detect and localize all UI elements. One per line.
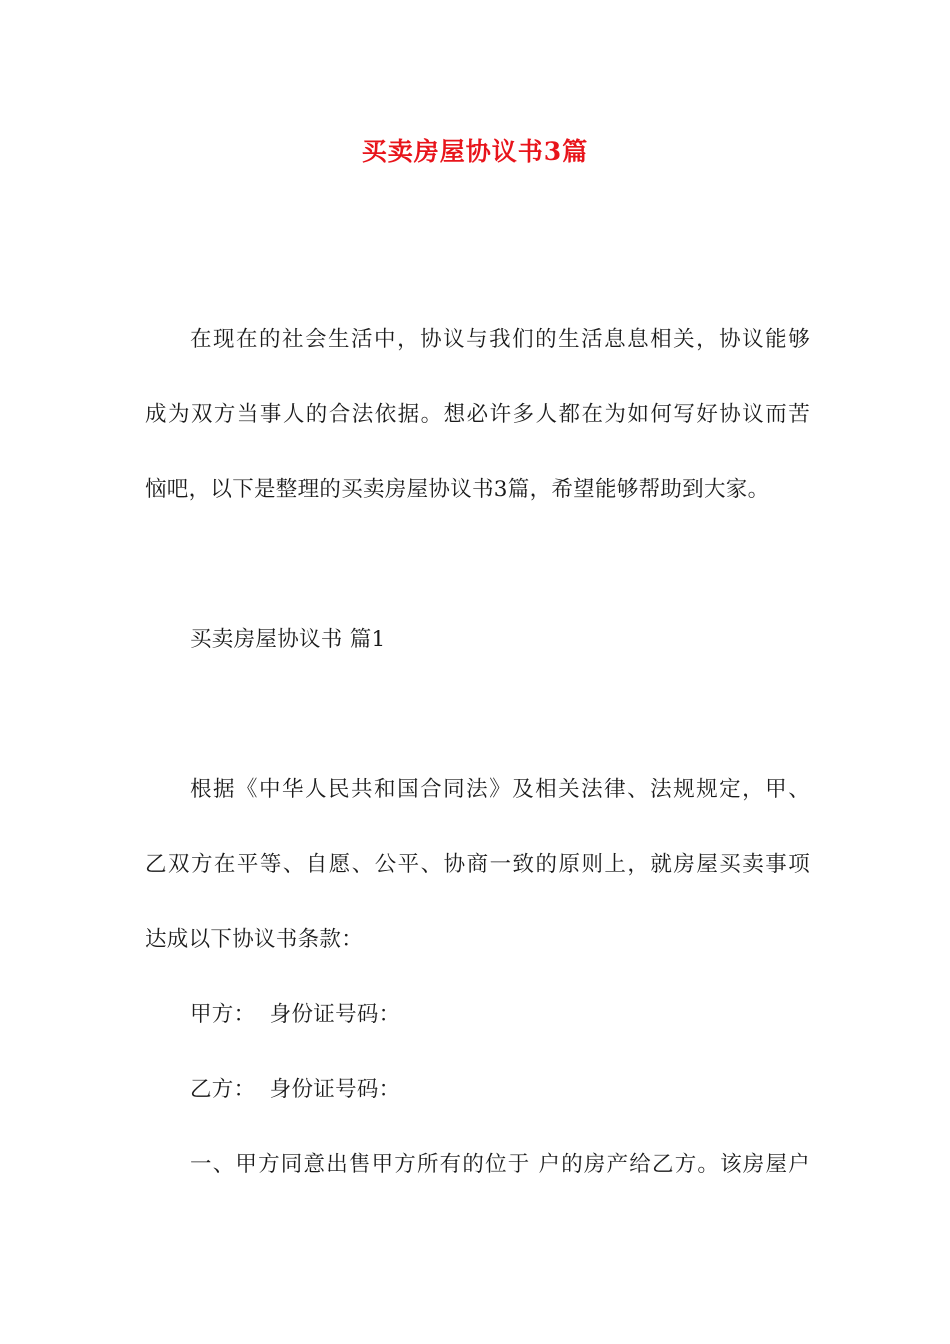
party-a-line: 甲方： 身份证号码：: [190, 1002, 401, 1027]
preamble-line-2: 乙双方在平等、自愿、公平、协商一致的原则上，就房屋买卖事项: [145, 852, 810, 877]
party-b-line: 乙方： 身份证号码：: [190, 1077, 401, 1102]
intro-line-3: 恼吧，以下是整理的买卖房屋协议书3篇，希望能够帮助到大家。: [145, 477, 770, 502]
document-title: 买卖房屋协议书3篇: [361, 137, 589, 166]
preamble-line-1: 根据《中华人民共和国合同法》及相关法律、法规规定，甲、: [190, 777, 810, 802]
intro-line-1: 在现在的社会生活中，协议与我们的生活息息相关，协议能够: [190, 327, 810, 352]
section-heading: 买卖房屋协议书 篇1: [190, 627, 386, 652]
preamble-line-3: 达成以下协议书条款：: [145, 927, 364, 952]
intro-line-2: 成为双方当事人的合法依据。想必许多人都在为如何写好协议而苦: [145, 402, 810, 427]
clause-1-line: 一、甲方同意出售甲方所有的位于 户的房产给乙方。该房屋户: [190, 1152, 810, 1177]
